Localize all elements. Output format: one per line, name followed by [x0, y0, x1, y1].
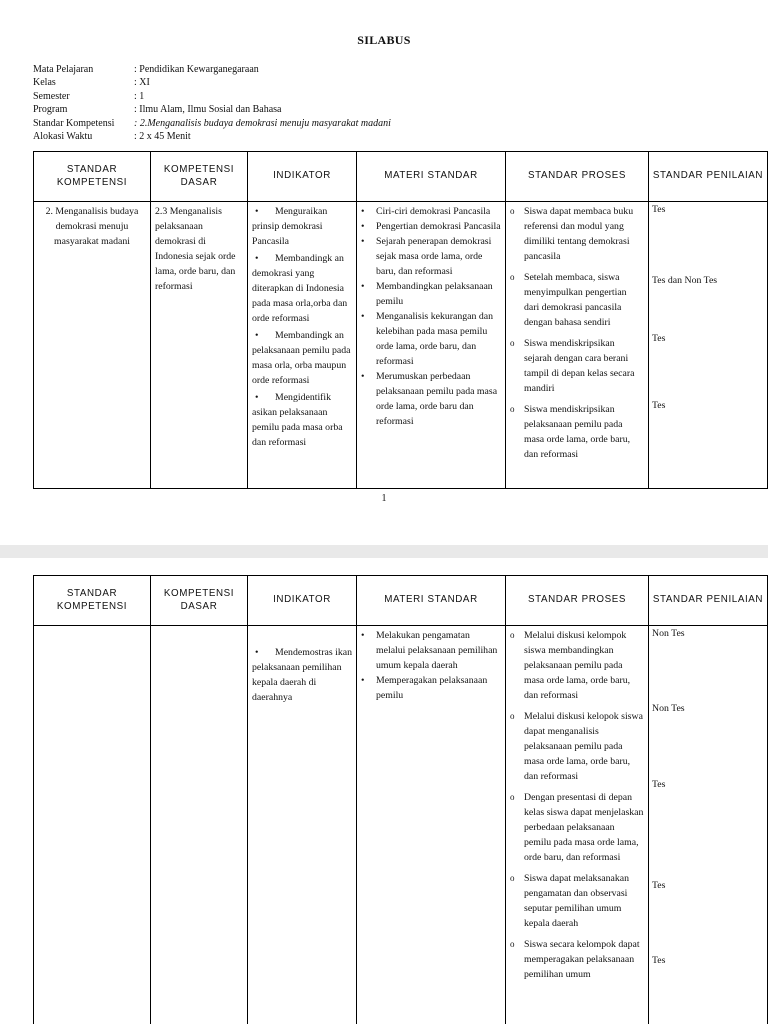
document-title: SILABUS: [357, 33, 411, 47]
penilaian-item: Tes dan Non Tes: [652, 275, 718, 286]
indikator-list: [252, 645, 352, 705]
info-label: Standar Kompetensi: [33, 117, 115, 129]
info-label: Kelas: [33, 77, 56, 89]
cell-kompetensi-dasar: [151, 626, 248, 1024]
header-materi-standar: MATERI STANDAR: [357, 152, 506, 202]
cell-materi-standar: [357, 626, 506, 1024]
list-item: o Siswa mendiskripsikan pelaksanaan pemilu pada masa orde lama, orde baru, dan reformasi: [510, 402, 644, 462]
list-item: • Memperagakan pelaksanaan pemilu: [361, 673, 501, 703]
info-label: Alokasi Waktu: [33, 131, 93, 143]
proses-list: [510, 204, 644, 462]
list-item: • Mendemostras ikan pelaksanaan pemilihan kepala daerah di daerahnya: [252, 645, 352, 705]
info-row: [33, 90, 391, 103]
cell-standar-penilaian: [649, 626, 768, 1024]
header-standar-penilaian: STANDAR PENILAIAN: [649, 152, 768, 202]
penilaian-item: Tes: [652, 880, 666, 891]
document-page-2: [0, 558, 768, 1024]
header-standar-proses: STANDAR PROSES: [506, 152, 649, 202]
info-value: : Ilmu Alam, Ilmu Sosial dan Bahasa: [134, 104, 282, 116]
penilaian-item: Non Tes: [652, 628, 685, 639]
header-standar-kompetensi: STANDAR KOMPETENSI: [34, 576, 151, 626]
proses-list: [510, 628, 644, 982]
list-item: o Melalui diskusi kelompok siswa membandingkan pelaksanaan pemilu pada masa orde lama, orde baru, dan reformasi: [510, 628, 644, 703]
table-header-row: [34, 576, 768, 626]
table-row: [34, 202, 768, 489]
cell-kompetensi-dasar: 2.3 Menganalisis pelaksanaan demokrasi di Indonesia sejak orde lama, orde baru, dan reformasi: [151, 202, 248, 489]
list-item: • Membandingk an demokrasi yang diterapkan di Indonesia pada masa orla,orba dan orde reformasi: [252, 251, 352, 326]
header-indikator: INDIKATOR: [248, 576, 357, 626]
header-standar-proses: STANDAR PROSES: [506, 576, 649, 626]
info-value: : 1: [134, 90, 145, 102]
list-item: • Ciri-ciri demokrasi Pancasila: [361, 204, 501, 219]
info-row: [33, 63, 391, 76]
info-value: : 2 x 45 Menit: [134, 131, 191, 143]
header-indikator: INDIKATOR: [248, 152, 357, 202]
list-item: • Menganalisis kekurangan dan kelebihan pada masa pemilu orde lama, orde baru, dan reformasi: [361, 309, 501, 369]
cell-indikator: [248, 202, 357, 489]
list-item: • Membandingkan pelaksanaan pemilu: [361, 279, 501, 309]
page-number: 1: [381, 493, 387, 504]
penilaian-item: Tes: [652, 204, 666, 215]
info-value: : Pendidikan Kewarganegaraan: [134, 64, 259, 75]
penilaian-item: Non Tes: [652, 703, 685, 714]
info-row: [33, 130, 391, 143]
list-item: • Melakukan pengamatan melalui pelaksanaan pemilihan umum kepala daerah: [361, 628, 501, 673]
cell-standar-kompetensi: 2. Menganalisis budaya demokrasi menuju masyarakat madani: [34, 202, 151, 489]
header-materi-standar: MATERI STANDAR: [357, 576, 506, 626]
syllabus-table-page-1: [33, 151, 768, 489]
cell-standar-proses: [506, 202, 649, 489]
info-value: : XI: [134, 77, 150, 89]
info-label: Mata Pelajaran: [33, 64, 94, 75]
header-standar-kompetensi: STANDAR KOMPETENSI: [34, 152, 151, 202]
list-item: • Sejarah penerapan demokrasi sejak masa orde lama, orde baru, dan reformasi: [361, 234, 501, 279]
cell-standar-kompetensi: [34, 626, 151, 1024]
materi-list: [361, 204, 501, 429]
list-item: • Mengidentifik asikan pelaksanaan pemilu pada masa orba dan reformasi: [252, 390, 352, 450]
table-header-row: [34, 152, 768, 202]
list-item: o Siswa dapat melaksanakan pengamatan dan observasi seputar pemilihan umum kepala daerah: [510, 871, 644, 931]
cell-standar-proses: [506, 626, 649, 1024]
cell-materi-standar: [357, 202, 506, 489]
materi-list: [361, 628, 501, 703]
list-item: • Pengertian demokrasi Pancasila: [361, 219, 501, 234]
list-item: o Melalui diskusi kelopok siswa dapat menganalisis pelaksanaan pemilu pada masa orde lama, orde baru, dan reformasi: [510, 709, 644, 784]
syllabus-table-page-2: [33, 575, 768, 1024]
table-row: [34, 626, 768, 1024]
info-row: [33, 117, 391, 130]
list-item: o Dengan presentasi di depan kelas siswa dapat menjelaskan perbedaan pelaksanaan pemilu pada masa orde lama, orde baru, dan reformasi: [510, 790, 644, 865]
header-kompetensi-dasar: KOMPETENSI DASAR: [151, 576, 248, 626]
list-item: o Setelah membaca, siswa menyimpulkan pengertian dari demokrasi pancasila dengan bahasa sendiri: [510, 270, 644, 330]
list-item: o Siswa secara kelompok dapat memperagakan pelaksanaan pemilihan umum: [510, 937, 644, 982]
list-item: • Merumuskan perbedaan pelaksanaan pemilu pada masa orde lama, orde baru dan reformasi: [361, 369, 501, 429]
info-label: Semester: [33, 90, 70, 102]
penilaian-item: Tes: [652, 779, 666, 790]
list-item: o Siswa dapat membaca buku referensi dan modul yang dimiliki tentang demokrasi pancasila: [510, 204, 644, 264]
info-row: [33, 103, 391, 116]
header-kompetensi-dasar: KOMPETENSI DASAR: [151, 152, 248, 202]
list-item: • Menguraikan prinsip demokrasi Pancasila: [252, 204, 352, 249]
indikator-list: [252, 204, 352, 450]
cell-standar-penilaian: [649, 202, 768, 489]
info-label: Program: [33, 104, 68, 116]
course-info: [33, 63, 391, 143]
list-item: • Membandingk an pelaksanaan pemilu pada masa orla, orba maupun orde reformasi: [252, 328, 352, 388]
list-item: o Siswa mendiskripsikan sejarah dengan cara berani tampil di depan kelas secara mandiri: [510, 336, 644, 396]
penilaian-item: Tes: [652, 400, 666, 411]
header-standar-penilaian: STANDAR PENILAIAN: [649, 576, 768, 626]
cell-indikator: [248, 626, 357, 1024]
info-value: : 2.Menganalisis budaya demokrasi menuju masyarakat madani: [134, 117, 391, 129]
penilaian-item: Tes: [652, 333, 666, 344]
penilaian-item: Tes: [652, 955, 666, 966]
info-row: [33, 76, 391, 89]
